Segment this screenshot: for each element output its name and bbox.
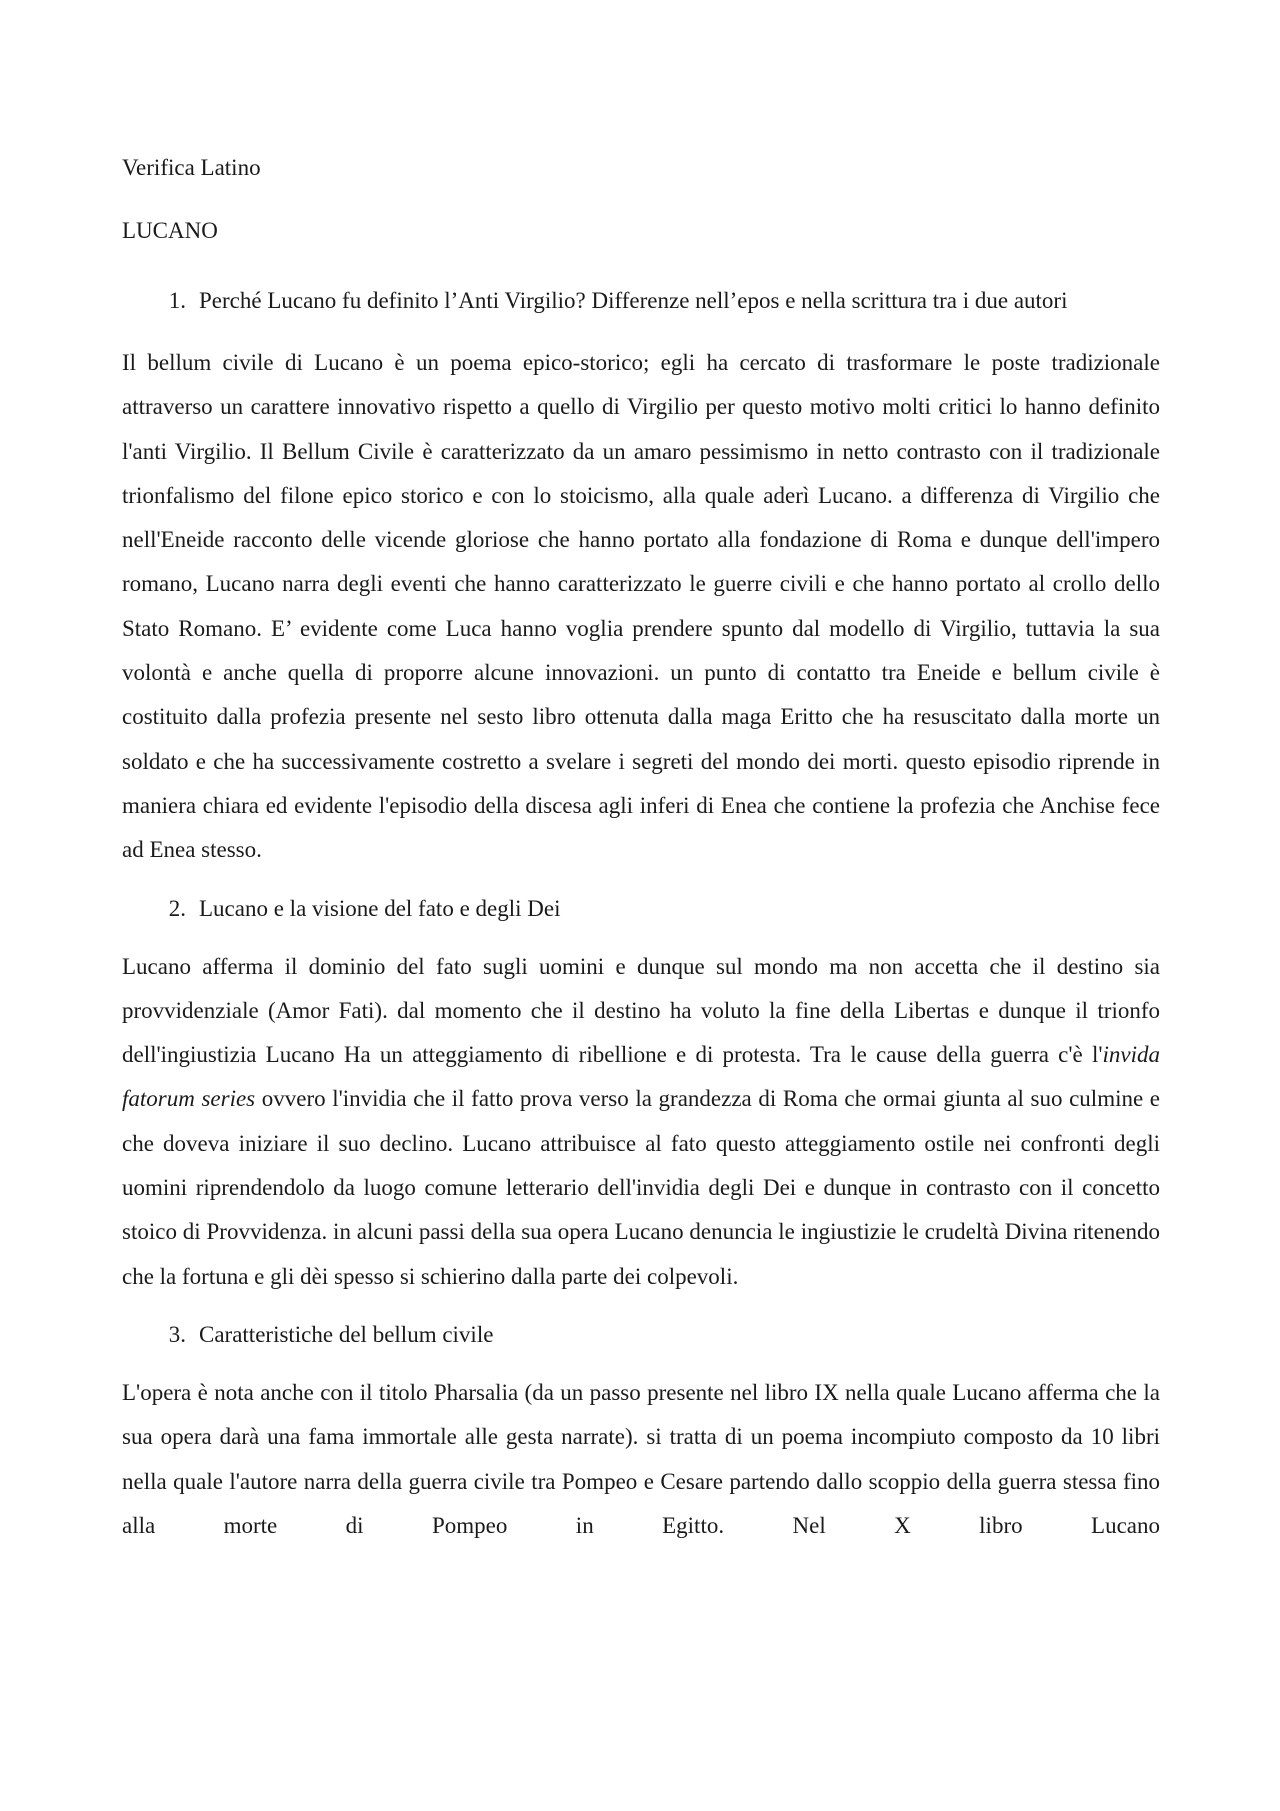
section-heading: LUCANO [122,218,218,243]
question-1 [122,279,1160,323]
question-1-text: Perché Lucano fu definito l’Anti Virgilio? Differenze nell’epos e nella scrittura tra i due autori [199,288,1068,313]
answer-2-text-after: ovvero l'invidia che il fatto prova verso la grandezza di Roma che ormai giunta al suo culmine e che doveva iniziare il suo declino. Lucano attribuisce al fato questo atteggiamento ostile nei confronti degli uomini riprendendolo da luogo comune letterario dell'invidia degli Dei e dunque in contrasto con il concetto stoico di Provvidenza. in alcuni passi della sua opera Lucano denuncia le ingiustizie le crudeltà Divina ritenendo che la fortuna e gli dèi spesso si schierino dalla parte dei colpevoli. [122,1086,1161,1289]
question-2-number: 2. [168,895,186,921]
answer-1-paragraph: Il bellum civile di Lucano è un poema epico-storico; egli ha cercato di trasformare le poste tradizionale attraverso un carattere innovativo rispetto a quello di Virgilio per questo motivo molti critici lo hanno definito l'anti Virgilio. Il Bellum Civile è caratterizzato da un amaro pessimismo in netto contrasto con il tradizionale trionfalismo del filone epico storico e con lo stoicismo, alla quale aderì Lucano. a differenza di Virgilio che nell'Eneide racconto delle vicende gloriose che hanno portato alla fondazione di Roma e dunque dell'impero romano, Lucano narra degli eventi che hanno caratterizzato le guerre civili e che hanno portato al crollo dello Stato Romano. E’ evidente come Luca hanno voglia prendere spunto dal modello di Virgilio, tuttavia la sua volontà e anche quella di proporre alcune innovazioni. un punto di contatto tra Eneide e bellum civile è costituito dalla profezia presente nel sesto libro ottenuta dalla maga Eritto che ha resuscitato dalla morte un soldato e che ha successivamente costretto a svelare i segreti del mondo dei morti. questo episodio riprende in maniera chiara ed evidente l'episodio della discesa agli inferi di Enea che contiene la profezia che Anchise fece ad Enea stesso. [122,350,1160,863]
document-title: Verifica Latino [122,155,261,180]
question-3-text: Caratteristiche del bellum civile [199,1321,494,1347]
answer-2-text-before: Lucano afferma il dominio del fato sugli uomini e dunque sul mondo ma non accetta che il destino sia provvidenziale (Amor Fati). dal momento che il destino ha voluto la fine della Libertas e dunque il trionfo dell'ingiustizia Lucano Ha un atteggiamento di ribellione e di protesta. Tra le cause della guerra c'è l' [122,953,1160,1068]
question-2 [122,887,1160,931]
answer-3-paragraph: L'opera è nota anche con il titolo Pharsalia (da un passo presente nel libro IX nella quale Lucano afferma che la sua opera darà una fama immortale alle gesta narrate). si tratta di un poema incompiuto composto da 10 libri nella quale l'autore narra della guerra civile tra Pompeo e Cesare partendo dallo scoppio della guerra stessa fino alla morte di Pompeo in Egitto. Nel X libro Lucano [122,1379,1160,1538]
answer-2-italic-phrase: invida fatorum series [122,1042,1160,1112]
question-2-text: Lucano e la visione del fato e degli Dei [199,895,561,921]
question-3 [122,1313,1160,1357]
question-3-number: 3. [168,1321,186,1347]
question-1-number: 1. [168,288,186,313]
answer-2-paragraph [122,945,1160,1299]
